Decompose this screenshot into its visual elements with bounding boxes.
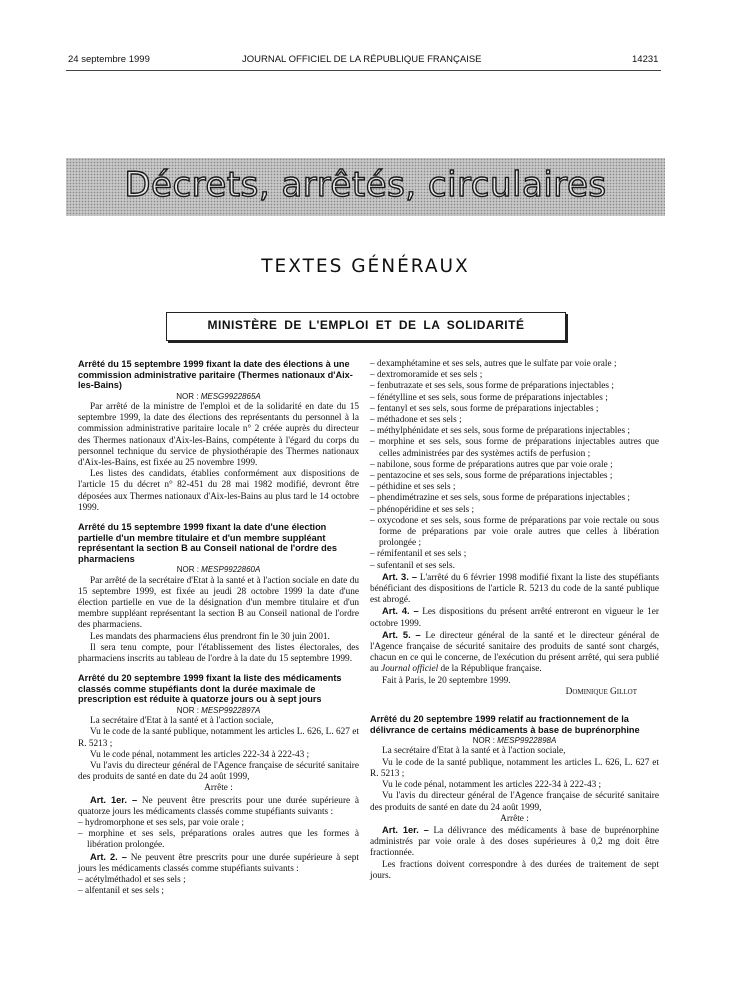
header-date: 24 septembre 1999	[68, 54, 150, 65]
paragraph: Les listes des candidats, établies conformément aux dispositions de l'article 15 du décret n° 82-451 du 28 mai 1982 modifié, devront être déposées aux Thermes nationaux d'Aix-les-Bains au plus tard le 14 octobre 1999.	[78, 469, 359, 513]
list-item: – phénopéridine et ses sels ;	[370, 504, 475, 515]
list-item: – morphine et ses sels, préparations orales autres que les formes à libération prolongée.	[78, 829, 359, 851]
article-paragraph: Art. 4. – Les dispositions du présent arrêté entreront en vigueur le 1er octobre 1999.	[370, 606, 659, 629]
list-item: – dexamphétamine et ses sels, autres que le sulfate par voie orale ;	[370, 359, 617, 369]
list-item: – pentazocine et ses sels, sous forme de préparations injectables ;	[370, 471, 613, 482]
list-item: – phendimétrazine et ses sels, sous forme de préparations injectables ;	[370, 493, 630, 504]
article-paragraph: Art. 5. – Le directeur général de la santé et le directeur général de l'Agence française de sécurité sanitaire des produits de santé sont chargés, chacun en ce qui le concerne, de l'exécution du présent arrêté, qui sera publié au Journal officiel de la République française.	[370, 629, 660, 675]
arrete-label: Arrête :	[204, 783, 233, 794]
left-column	[78, 359, 359, 897]
paragraph: Les fractions doivent correspondre à des durées de traitement de sept jours.	[370, 859, 659, 881]
list-item: – oxycodone et ses sels, sous forme de préparations par voie rectale ou sous forme de préparations par voie orale autres que celles à libération prolongée ;	[370, 515, 659, 549]
paragraph: Les mandats des pharmaciens élus prendront fin le 30 juin 2001.	[90, 631, 330, 642]
signature-place-date: Fait à Paris, le 20 septembre 1999.	[382, 675, 511, 686]
banner-title: Décrets, arrêtés, circulaires	[124, 165, 607, 205]
list-item: – alfentanil et ses sels ;	[78, 886, 164, 897]
list-item: – acétylméthadol et ses sels ;	[78, 875, 186, 886]
paragraph: Il sera tenu compte, pour l'établissement des listes électorales, des pharmaciens inscrits au tableau de l'ordre à la date du 15 septembre 1999.	[78, 642, 359, 665]
list-item: – rémifentanil et ses sels ;	[370, 549, 467, 560]
list-item: – fenbutrazate et ses sels, sous forme de préparations injectables ;	[370, 381, 614, 392]
list-item: – dextromoramide et ses sels ;	[370, 370, 483, 381]
ministry-box	[166, 312, 566, 341]
signature: Dominique Gillot	[565, 686, 637, 697]
paragraph: Par arrêté de la secrétaire d'Etat à la santé et à l'action sociale en date du 15 septembre 1999, est fixée au jeudi 28 octobre 1999 la date d'une élection partielle en vue de la désignation d'un membre titulaire et d'un membre suppléant représentant la section B au Conseil national de l'ordre des pharmaciens.	[78, 575, 359, 631]
article-paragraph: Art. 3. – L'arrêté du 6 février 1998 modifié fixant la liste des stupéfiants bénéficiant des dispositions de l'article R. 5213 du code de la santé publique est abrogé.	[370, 571, 659, 606]
header-journal-title: JOURNAL OFFICIEL DE LA RÉPUBLIQUE FRANÇAISE	[242, 54, 482, 65]
nor-reference: NOR : MESG9922865A	[176, 391, 261, 401]
paragraph: Vu l'avis du directeur général de l'Agence française de sécurité sanitaire des produits de santé en date du 24 août 1999,	[370, 791, 659, 813]
list-item: – morphine et ses sels, sous forme de préparations injectables autres que celles administrées par des systèmes actifs de perfusion ;	[370, 437, 659, 459]
list-item: – hydromorphone et ses sels, par voie orale ;	[78, 818, 245, 829]
article-title: Arrêté du 20 septembre 1999 relatif au fractionnement de la délivrance de certains médicaments à base de buprénorphine	[370, 714, 640, 735]
section-title: TEXTES GÉNÉRAUX	[261, 256, 470, 277]
list-item: – méthylphénidate et ses sels, sous forme de préparations injectables ;	[370, 426, 630, 437]
header-rule	[66, 70, 661, 71]
nor-reference: NOR : MESP9922860A	[176, 565, 261, 575]
arrete-label: Arrête :	[500, 813, 529, 824]
paragraph: Vu le code pénal, notamment les articles 222-34 à 222-43 ;	[382, 780, 602, 791]
list-item: – fentanyl et ses sels, sous forme de préparations injectables ;	[370, 403, 599, 414]
article-title: Arrêté du 15 septembre 1999 fixant la date d'une élection partielle d'un membre titulaire et d'un membre suppléant représentant la section B au Conseil national de l'ordre des pharmaciens	[78, 522, 337, 564]
paragraph: Vu l'avis du directeur général de l'Agence française de sécurité sanitaire des produits de santé en date du 24 août 1999,	[78, 761, 359, 783]
paragraph: La secrétaire d'Etat à la santé et à l'action sociale,	[90, 716, 274, 727]
nor-reference: NOR : MESP9922898A	[472, 736, 557, 746]
ministry-title: MINISTÈRE DE L'EMPLOI ET DE LA SOLIDARITÉ	[207, 318, 525, 332]
paragraph: Vu le code de la santé publique, notamment les articles L. 626, L. 627 et R. 5213 ;	[370, 757, 659, 779]
banner	[66, 158, 665, 216]
list-item: – fénétylline et ses sels, sous forme de préparations injectables ;	[370, 392, 608, 403]
list-item: – sufentanil et ses sels.	[370, 560, 455, 571]
article-title: Arrêté du 15 septembre 1999 fixant la date des élections à une commission administrative paritaire (Thermes nationaux d'Aix-les-Bains)	[78, 359, 353, 391]
header-page-number: 14231	[632, 54, 659, 65]
list-item: – méthadone et ses sels ;	[370, 415, 462, 426]
article-paragraph: Art. 1er. – La délivrance des médicaments à base de buprénorphine administrés par voie orale à des doses supérieures à 0,2 mg doit être fractionnée.	[370, 824, 659, 859]
paragraph: Vu le code de la santé publique, notamment les articles L. 626, L. 627 et R. 5213 ;	[78, 727, 359, 749]
article-title: Arrêté du 20 septembre 1999 fixant la liste des médicaments classés comme stupéfiants dont la durée maximale de prescription est réduite à quatorze jours ou à sept jours	[78, 673, 342, 705]
paragraph: La secrétaire d'Etat à la santé et à l'action sociale,	[382, 746, 566, 757]
article-paragraph: Art. 2. – Ne peuvent être prescrits pour une durée supérieure à sept jours les médicaments classés comme stupéfiants suivants :	[78, 851, 359, 874]
list-item: – nabilone, sous forme de préparations autres que par voie orale ;	[370, 459, 613, 470]
article-paragraph: Art. 1er. – Ne peuvent être prescrits pour une durée supérieure à quatorze jours les médicaments classés comme stupéfiants suivants :	[78, 794, 359, 817]
list-item: – péthidine et ses sels ;	[370, 482, 456, 493]
paragraph: Vu le code pénal, notamment les articles 222-34 à 222-43 ;	[90, 749, 310, 760]
right-column	[370, 359, 659, 882]
nor-reference: NOR : MESP9922897A	[176, 706, 261, 715]
paragraph: Par arrêté de la ministre de l'emploi et de la solidarité en date du 15 septembre 1999, la date des élections des représentants du personnel à la commission administrative paritaire locale n° 2 créée auprès du directeur des Thermes nationaux d'Aix-les-Bains, compétente à l'égard du corps du personnel technique du service de physiothérapie des Thermes nationaux d'Aix-les-Bains, est fixée au 25 novembre 1999.	[78, 401, 359, 468]
